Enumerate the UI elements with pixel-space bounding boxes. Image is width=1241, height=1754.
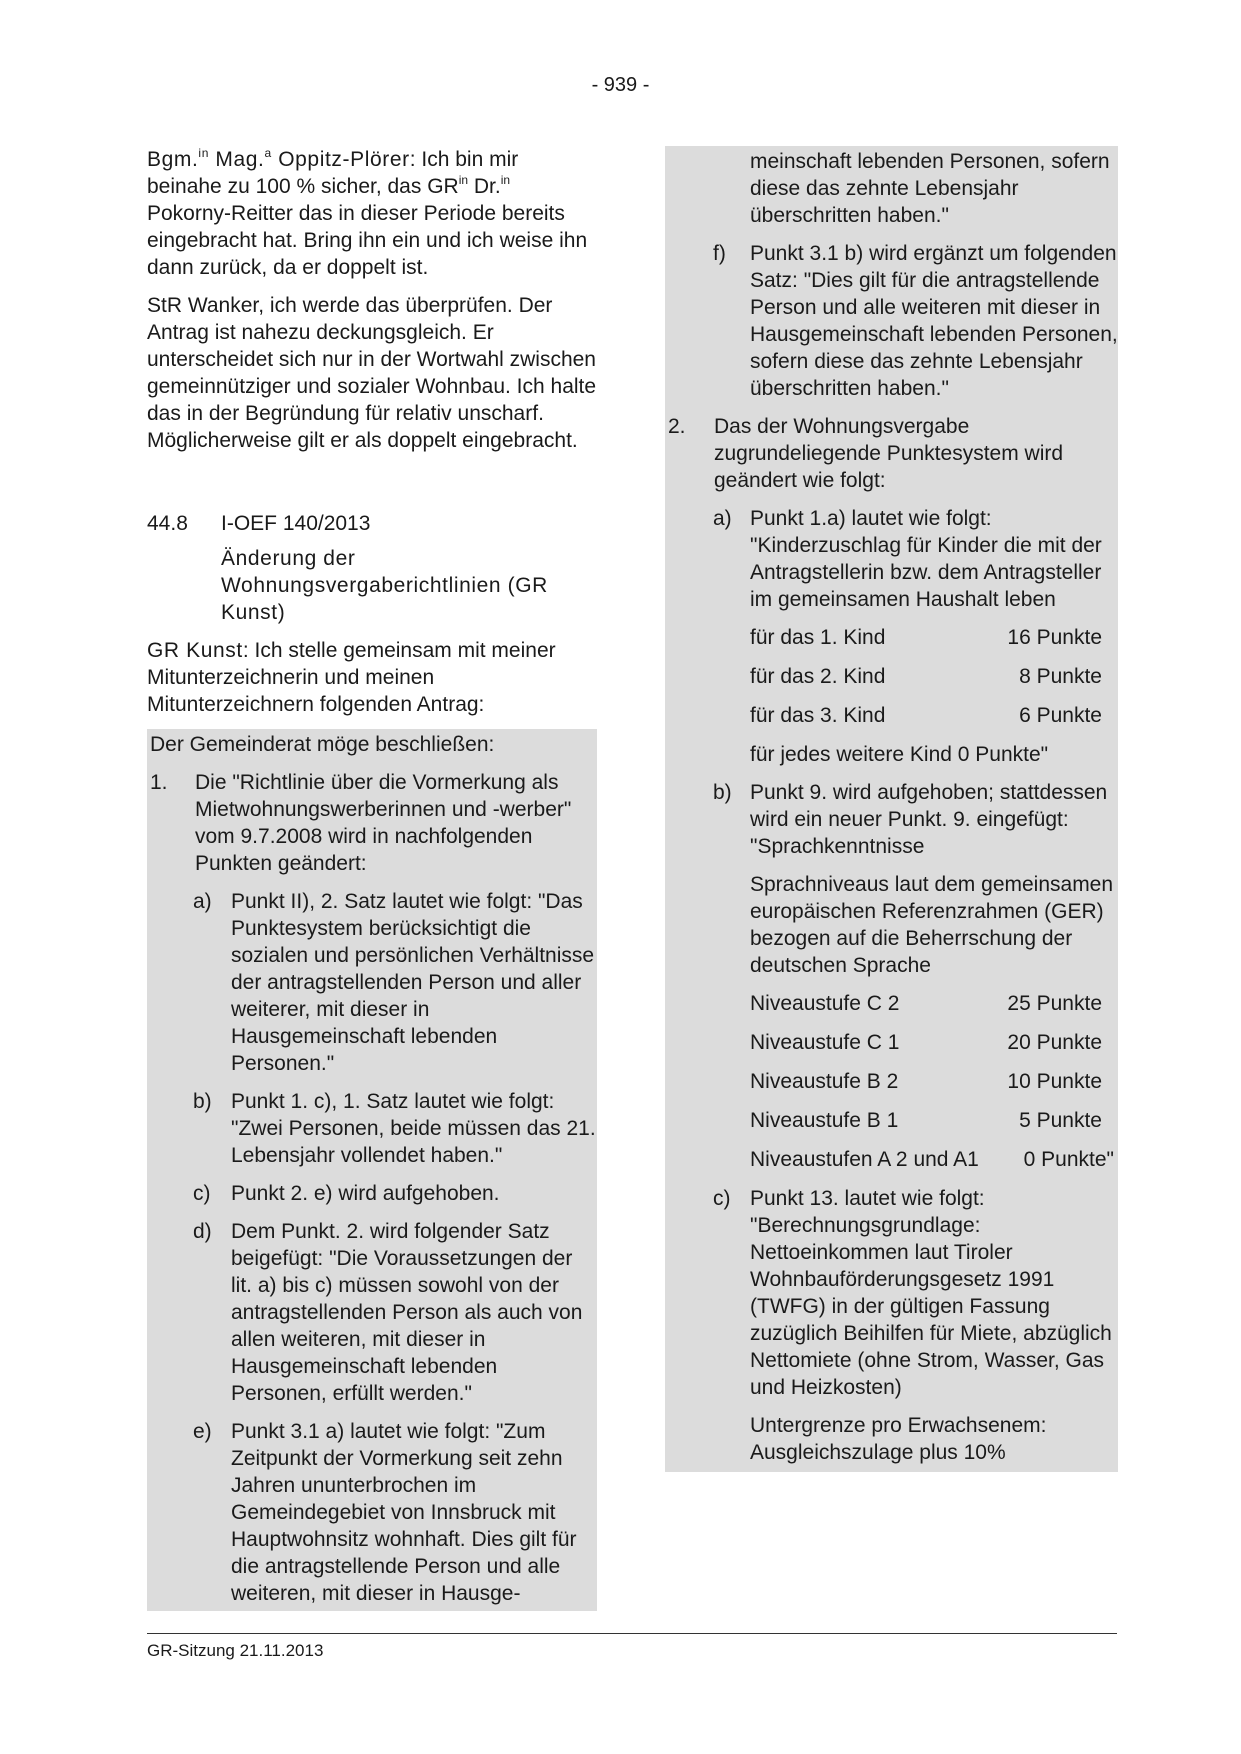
motion-sub-b: [147, 1088, 597, 1169]
page-number: - 939 -: [591, 74, 650, 96]
speech-oppitz-ploerer: Bgm.$^{in}$ Mag.$^a$ Oppitz-Plörer: Ich bin mir beinahe zu 100 % sicher, das $GR^{in}$ Dr.$^{in}$ Pokorny-Reitter das in dieser Periode bereits eingebracht hat. Bring ihn ein und ich weise ihn dann zurück, da er doppelt ist.: [147, 146, 588, 279]
list-marker: a): [713, 507, 732, 530]
motion-point2-sub-b: [665, 779, 1118, 860]
footer-divider: [147, 1633, 1117, 1634]
footer-session-date: GR-Sitzung 21.11.2013: [147, 1641, 324, 1660]
motion-sub-e-continued: meinschaft lebenden Personen, sofern diese das zehnte Lebensjahr überschritten haben.": [750, 150, 1110, 227]
list-marker: 1.: [150, 771, 168, 794]
list-marker: b): [713, 781, 732, 804]
motion-sub-text: Punkt 2. e) wird aufgehoben.: [231, 1182, 500, 1205]
left-column: [147, 146, 597, 1611]
motion-sub-text: Punkt 3.1 a) lautet wie folgt: "Zum Zeitpunkt der Vormerkung seit zehn Jahren ununterbrochen im Gemeindegebiet von Innsbruck mit Hauptwohnsitz wohnhaft. Dies gilt für die antragstellende Person und alle weiteren, mit dieser in Hausge-: [231, 1420, 577, 1605]
points-row: für das 3. Kind 6 Punkte: [750, 704, 1102, 727]
motion-point-text: Das der Wohnungsvergabe zugrundeliegende Punktesystem wird geändert wie folgt:: [714, 415, 1064, 492]
speaker-name: Bgm.$^{in}$ Mag.$^a$ Oppitz-Plörer: [147, 146, 410, 171]
agenda-item-title: Änderung der Wohnungsvergaberichtlinien (GR Kunst): [221, 547, 548, 624]
level-row: Niveaustufe C 2 25 Punkte: [750, 992, 1102, 1015]
motion-point-1: [147, 769, 597, 877]
list-marker: a): [193, 890, 212, 913]
motion-sub-text: Punkt II), 2. Satz lautet wie folgt: "Das Punktesystem berücksichtigt die sozialen und persönlichen Verhältnisse der antragstellenden Person und aller weiterer, mit dieser in Hausgemeinschaft lebenden Personen.": [231, 890, 595, 1075]
motion-sub-text: Punkt 1.a) lautet wie folgt: "Kinderzuschlag für Kinder die mit der Antragstellerin bzw. dem Antragsteller im gemeinsamen Haushalt leben: [750, 507, 1102, 611]
motion-sub-text: Punkt 1. c), 1. Satz lautet wie folgt: "Zwei Personen, beide müssen das 21. Lebensjahr vollendet haben.": [231, 1090, 596, 1167]
motion-sub-f: [665, 240, 1118, 402]
agenda-item-id: I-OEF 140/2013: [221, 512, 371, 535]
list-marker: e): [193, 1420, 212, 1443]
motion-sub-c: [147, 1180, 597, 1207]
motion-point-2: [665, 413, 1118, 494]
agenda-item-heading: [147, 510, 597, 537]
level-row: Niveaustufen A 2 und A1 0 Punkte": [750, 1148, 1114, 1171]
language-levels-intro: Sprachniveaus laut dem gemeinsamen europäischen Referenzrahmen (GER) bezogen auf die Beherrschung der deutschen Sprache: [750, 873, 1114, 977]
motion-sub-text: Punkt 3.1 b) wird ergänzt um folgenden Satz: "Dies gilt für die antragstellende Person und alle weiteren mit dieser in Hausgemeinschaft lebenden Personen, sofern diese das zehnte Lebensjahr überschritten haben.": [750, 242, 1118, 400]
motion-intro: Der Gemeinderat möge beschließen:: [150, 733, 495, 756]
list-marker: b): [193, 1090, 212, 1113]
motion-box-left: [147, 729, 597, 1611]
motion-point2-sub-a: [665, 505, 1118, 613]
points-row-more: für jedes weitere Kind 0 Punkte": [750, 743, 1049, 766]
list-marker: f): [713, 242, 726, 265]
list-marker: d): [193, 1220, 212, 1243]
motion-sub-text: Punkt 13. lautet wie folgt: "Berechnungsgrundlage: Nettoeinkommen laut Tiroler Wohnbauförderungsgesetz 1991 (TWFG) in der gültigen Fassung zuzüglich Beihilfen für Miete, abzüglich Nettomiete (ohne Strom, Wasser, Gas und Heizkosten): [750, 1187, 1112, 1399]
list-marker: 2.: [668, 415, 686, 438]
motion-sub-e: [147, 1418, 597, 1611]
motion-sub-d: [147, 1218, 597, 1407]
motion-point-text: Die "Richtlinie über die Vormerkung als Mietwohnungswerberinnen und -werber" vom 9.7.2008 wird in nachfolgenden Punkten geändert:: [195, 771, 572, 875]
level-row: Niveaustufe B 1 5 Punkte: [750, 1109, 1102, 1132]
agenda-item-number: 44.8: [147, 512, 188, 535]
motion-sub-a: [147, 888, 597, 1077]
list-marker: c): [713, 1187, 731, 1210]
speech-continuation: StR Wanker, ich werde das überprüfen. Der Antrag ist nahezu deckungsgleich. Er unterscheidet sich nur in der Wortwahl zwischen gemeinnütziger und sozialer Wohnbau. Ich halte das in der Begründung für relativ unscharf. Möglicherweise gilt er als doppelt eingebracht.: [147, 294, 597, 452]
motion-sub-text: Punkt 9. wird aufgehoben; stattdessen wird ein neuer Punkt. 9. eingefügt: "Sprachkenntnisse: [750, 781, 1108, 858]
points-row: für das 2. Kind 8 Punkte: [750, 665, 1102, 688]
speaker-name: GR Kunst: [147, 639, 243, 662]
lower-limit: Untergrenze pro Erwachsenem: Ausgleichszulage plus 10%: [750, 1414, 1047, 1464]
motion-point2-sub-c: [665, 1185, 1118, 1401]
points-row: für das 1. Kind 16 Punkte: [750, 626, 1102, 649]
motion-box-right: [665, 146, 1118, 1472]
level-row: Niveaustufe B 2 10 Punkte: [750, 1070, 1102, 1093]
level-row: Niveaustufe C 1 20 Punkte: [750, 1031, 1102, 1054]
motion-sub-text: Dem Punkt. 2. wird folgender Satz beigefügt: "Die Voraussetzungen der lit. a) bis c) müssen sowohl von der antragstellenden Person als auch von allen weiteren, mit dieser in Hausgemeinschaft lebenden Personen, erfüllt werden.": [231, 1220, 583, 1405]
list-marker: c): [193, 1182, 211, 1205]
speech-kunst: GR Kunst: Ich stelle gemeinsam mit meiner Mitunterzeichnerin und meinen Mitunterzeichnern folgenden Antrag:: [147, 639, 556, 716]
